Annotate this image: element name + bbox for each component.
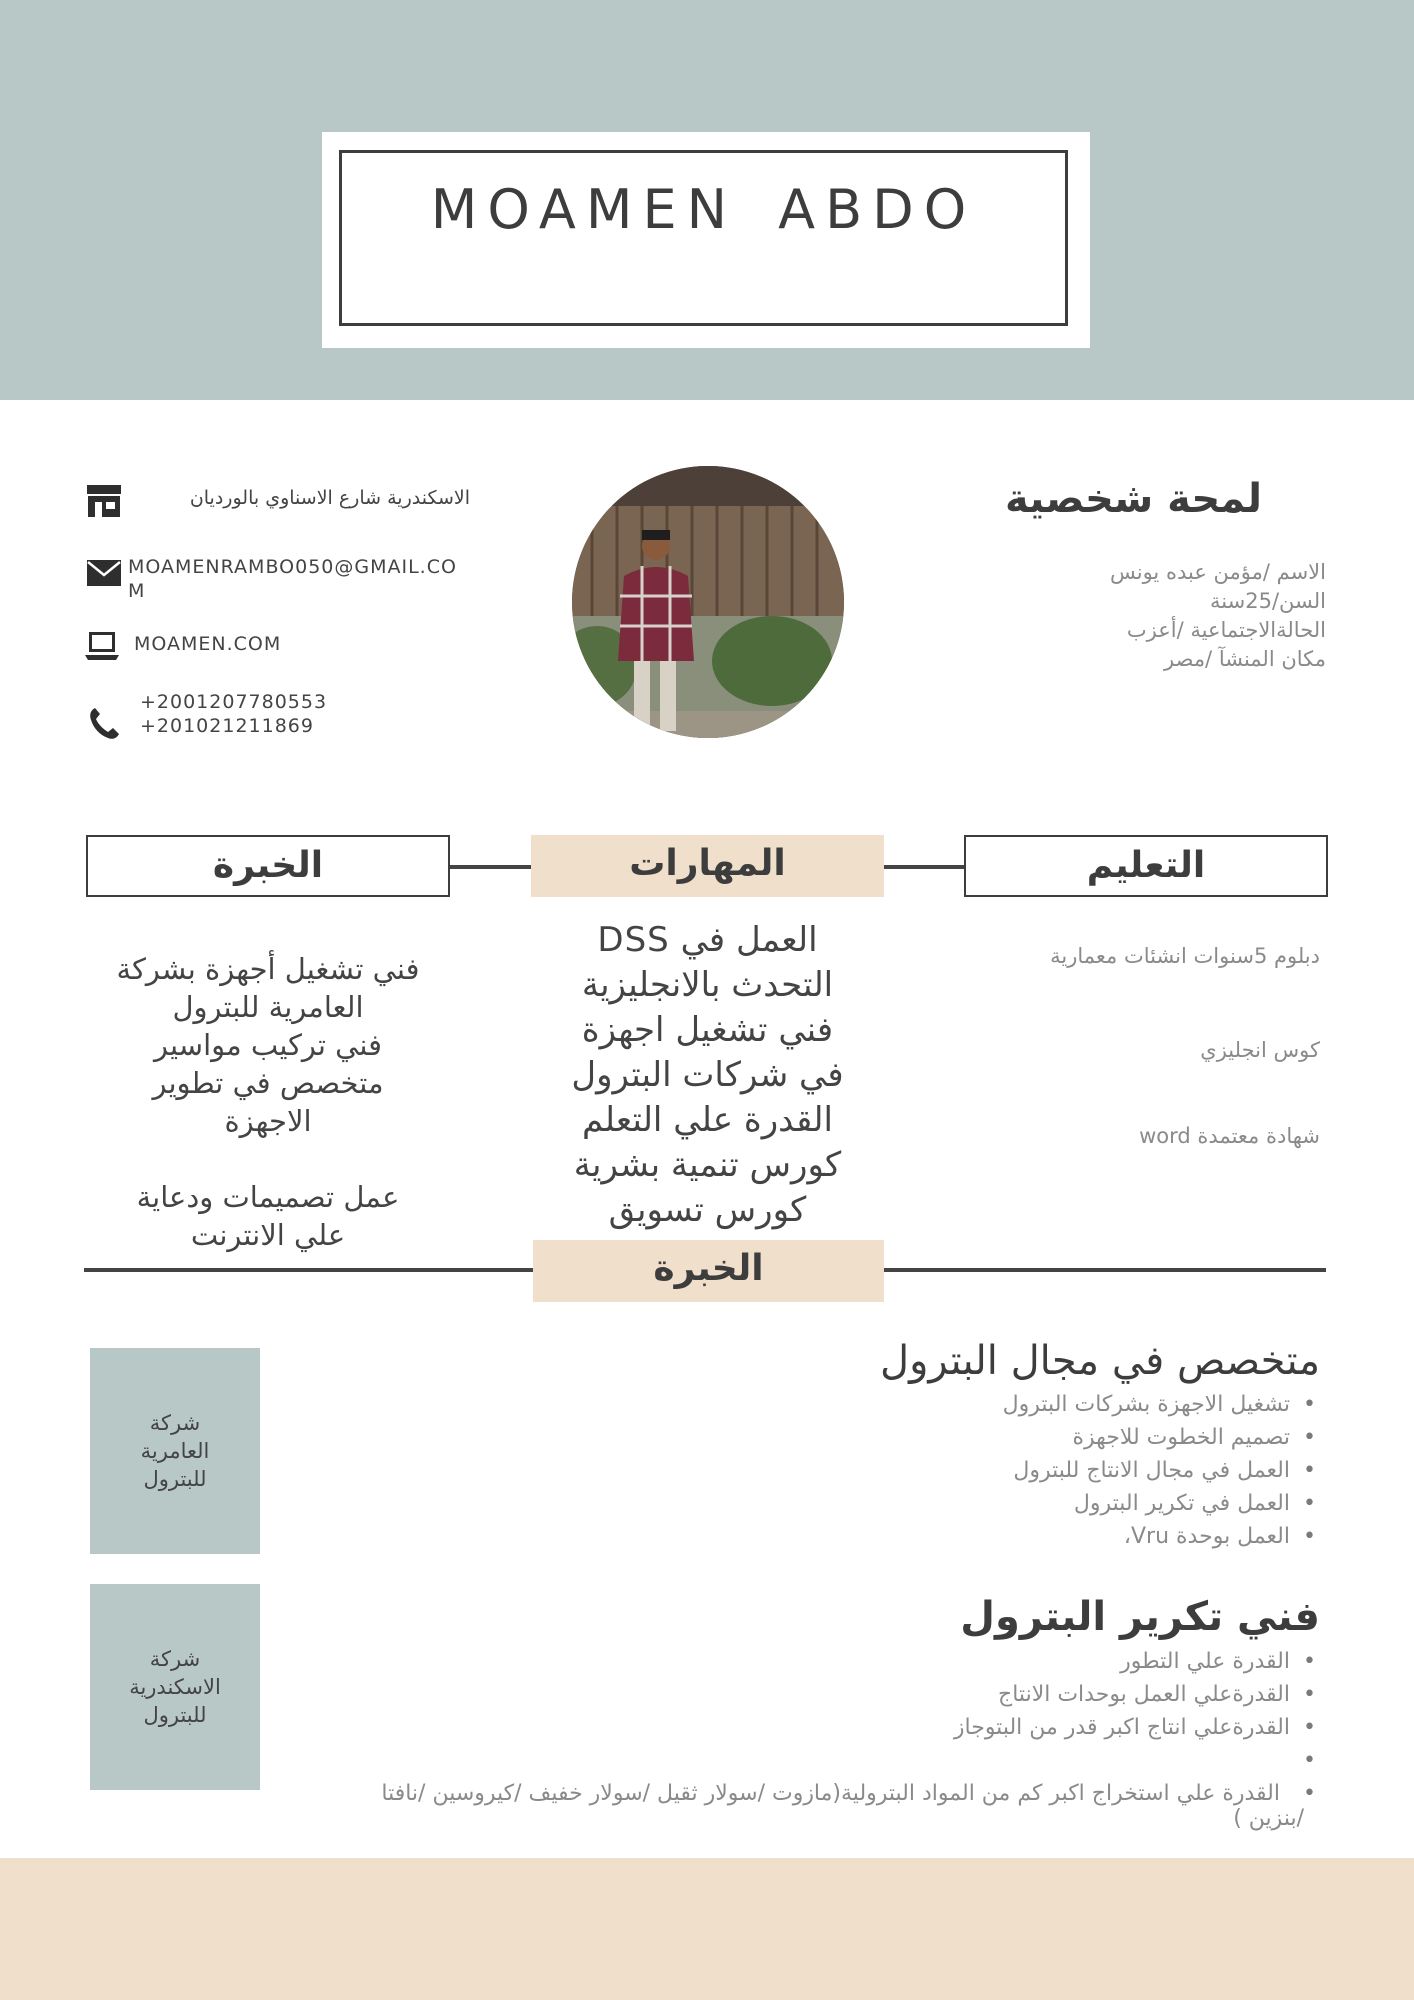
job-duty: • العمل بوحدة Vru، — [1003, 1520, 1320, 1553]
profile-photo-image — [572, 466, 844, 738]
job-duty — [381, 1744, 1320, 1777]
job-duty: • القدرة علي التطور — [381, 1645, 1320, 1678]
contact-phones — [140, 690, 400, 738]
experience-summary-line: علي الانترنت — [190, 1218, 346, 1252]
experience-summary-line: فني تشغيل أجهزة بشركة — [116, 952, 420, 986]
contact-email[interactable] — [128, 555, 468, 603]
experience-summary-spacer — [86, 1140, 450, 1178]
connector-line-right — [884, 865, 964, 869]
contact-phone-1[interactable]: +2001207780553 — [140, 691, 328, 713]
education-header: التعليم — [964, 835, 1328, 897]
skill-item: القدرة علي التعلم — [582, 1100, 833, 1140]
profile-marital-status: الحالةالاجتماعية /أعزب — [1126, 618, 1326, 642]
experience-header: الخبرة — [86, 835, 450, 897]
company-name-line: العامرية — [140, 1439, 210, 1463]
skill-item: التحدث بالانجليزية — [581, 965, 834, 1005]
profile-title: لمحة شخصية — [1004, 476, 1262, 522]
skill-item: كورس تسويق — [608, 1190, 807, 1230]
experience-summary-line: فني تركيب مواسير — [154, 1028, 382, 1062]
contact-address: الاسكندرية شارع الاسناوي بالورديان — [189, 487, 470, 509]
company-name-line: للبترول — [143, 1467, 207, 1491]
connector-line-left — [450, 865, 532, 869]
job-duty: • تصميم الخطوت للاجهزة — [1003, 1421, 1320, 1454]
company-name-line: شركة — [149, 1647, 201, 1671]
job-duty-continuation: /بنزين ) — [1233, 1806, 1304, 1831]
education-item: دبلوم 5سنوات انشئات معمارية — [1050, 944, 1320, 968]
company-badge — [90, 1348, 260, 1554]
profile-name: الاسم /مؤمن عبده يونس — [1109, 560, 1326, 584]
profile-origin: مكان المنشآ /مصر — [1164, 647, 1326, 671]
experience-summary-line: العامرية للبترول — [172, 990, 364, 1024]
experience-divider-right — [884, 1268, 1326, 1272]
contact-website[interactable]: MOAMEN.COM — [134, 633, 282, 655]
store-icon — [86, 483, 122, 519]
experience-summary-line: متخصص في تطوير — [152, 1066, 384, 1100]
job-duty: • العمل في تكرير البترول — [1003, 1487, 1320, 1520]
job-duty: • القدرةعلي العمل بوحدات الانتاج — [381, 1678, 1320, 1711]
job-duties — [1003, 1388, 1320, 1553]
phone-icon — [86, 705, 122, 741]
contact-email-line1: MOAMENRAMBO050@GMAIL.CO — [128, 556, 457, 578]
job-duties — [381, 1645, 1320, 1810]
company-name-line: الاسكندرية — [129, 1675, 221, 1699]
education-item: كوس انجليزي — [1200, 1038, 1320, 1062]
education-item: شهادة معتمدة word — [1139, 1124, 1320, 1148]
candidate-name: MOAMEN ABDO — [430, 178, 977, 241]
skill-item: العمل في DSS — [597, 920, 818, 960]
footer-band — [0, 1858, 1414, 2000]
skill-item: في شركات البترول — [571, 1055, 844, 1095]
skill-item: كورس تنمية بشرية — [573, 1145, 842, 1185]
company-badge — [90, 1584, 260, 1790]
experience-summary — [86, 950, 450, 1254]
experience-divider-left — [84, 1268, 534, 1272]
contact-email-line2: M — [128, 580, 146, 602]
company-name — [105, 1645, 245, 1729]
skill-item: فني تشغيل اجهزة — [581, 1010, 834, 1050]
company-name-line: شركة — [149, 1411, 201, 1435]
laptop-icon — [84, 628, 120, 664]
envelope-icon — [86, 555, 122, 591]
job-duty: • تشغيل الاجهزة بشركات البترول — [1003, 1388, 1320, 1421]
company-name — [105, 1409, 245, 1493]
job-title: متخصص في مجال البترول — [880, 1338, 1320, 1384]
experience-summary-line: عمل تصميمات ودعاية — [136, 1180, 400, 1214]
contact-phone-2[interactable]: +201021211869 — [140, 715, 314, 737]
profile-photo — [572, 466, 844, 738]
job-duty: • القدرة علي استخراج اكبر كم من المواد البترولية(مازوت /سولار ثقيل /سولار خفيف /كيروسين /نافتا — [381, 1777, 1320, 1810]
job-duty: • العمل في مجال الانتاج للبترول — [1003, 1454, 1320, 1487]
skills-header: المهارات — [531, 835, 884, 897]
experience-section-header: الخبرة — [533, 1240, 884, 1302]
job-title: فني تكرير البترول — [960, 1594, 1320, 1640]
job-duty: • القدرةعلي انتاج اكبر قدر من البتوجاز — [381, 1711, 1320, 1744]
experience-summary-line: الاجهزة — [224, 1104, 312, 1138]
company-name-line: للبترول — [143, 1703, 207, 1727]
profile-age: السن/25سنة — [1210, 589, 1326, 613]
skills-list — [531, 918, 884, 1233]
